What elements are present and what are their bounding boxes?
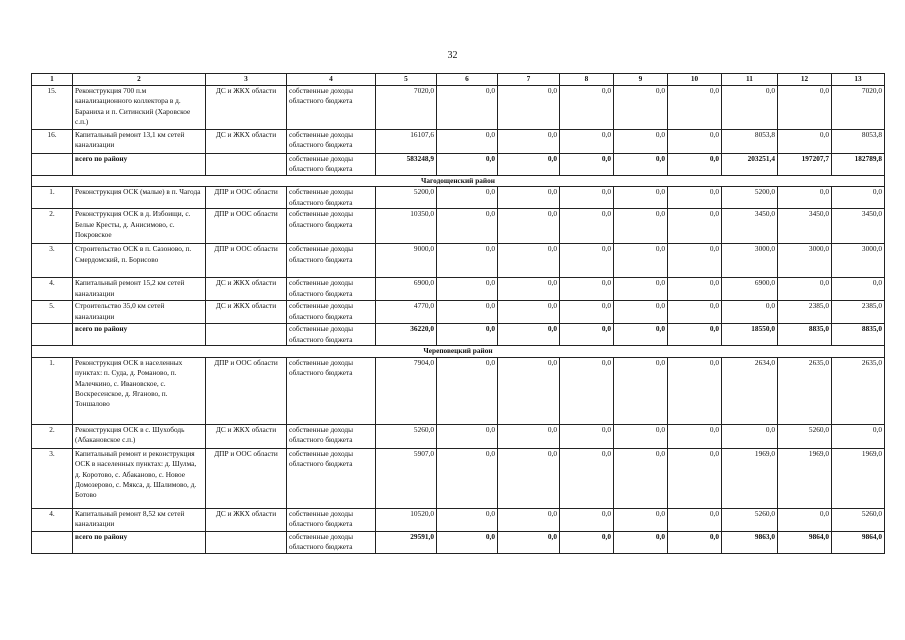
amount-cell: 0,0 [668,86,722,130]
amount-cell: 0,0 [498,508,560,531]
column-number: 13 [832,74,885,86]
project-name: Строительство 35,0 км сетей канализации [73,301,206,324]
table-row [32,448,885,508]
amount-cell: 0,0 [498,244,560,278]
amount-cell: 3450,0 [778,209,832,244]
funding-source: собственные доходы областного бюджета [287,209,376,244]
table-row [32,244,885,278]
amount-cell: 0,0 [668,244,722,278]
district-header-row [32,346,885,357]
amount-cell: 2385,0 [778,301,832,324]
amount-cell: 0,0 [498,301,560,324]
responsible-agency: ДС и ЖКХ области [206,130,287,154]
amount-cell: 5260,0 [722,508,778,531]
amount-cell: 0,0 [668,301,722,324]
project-name: Строительство ОСК в п. Сазоново, п. Смердомский, п. Борисово [73,244,206,278]
project-name: Капитальный ремонт 8,52 км сетей канализации [73,508,206,531]
amount-cell: 0,0 [668,424,722,448]
column-number: 12 [778,74,832,86]
amount-cell: 3000,0 [722,244,778,278]
amount-cell: 0,0 [437,209,498,244]
amount-cell: 2635,0 [778,357,832,424]
amount-cell: 0,0 [437,301,498,324]
funding-source: собственные доходы областного бюджета [287,448,376,508]
empty-cell [206,531,287,553]
amount-cell: 0,0 [722,86,778,130]
total-amount-cell: 0,0 [437,531,498,553]
column-number: 1 [32,74,73,86]
row-number: 2. [32,209,73,244]
table-row [32,301,885,324]
amount-cell: 0,0 [437,357,498,424]
amount-cell: 0,0 [560,448,614,508]
amount-cell: 3000,0 [832,244,885,278]
amount-cell: 4770,0 [376,301,437,324]
amount-cell: 5260,0 [376,424,437,448]
amount-cell: 0,0 [498,130,560,154]
funding-source: собственные доходы областного бюджета [287,531,376,553]
amount-cell: 0,0 [437,278,498,301]
table-body [32,74,885,554]
district-total-row [32,324,885,346]
amount-cell: 3000,0 [778,244,832,278]
amount-cell: 10350,0 [376,209,437,244]
total-amount-cell: 182789,8 [832,154,885,176]
amount-cell: 3450,0 [832,209,885,244]
district-name: Чагодощенский район [32,176,885,187]
amount-cell: 1969,0 [722,448,778,508]
funding-source: собственные доходы областного бюджета [287,301,376,324]
row-number: 15. [32,86,73,130]
amount-cell: 5260,0 [832,508,885,531]
total-amount-cell: 0,0 [498,154,560,176]
total-amount-cell: 197207,7 [778,154,832,176]
total-amount-cell: 0,0 [498,324,560,346]
responsible-agency: ДПР и ООС области [206,357,287,424]
total-amount-cell: 18550,0 [722,324,778,346]
district-name: Череповецкий район [32,346,885,357]
amount-cell: 0,0 [668,508,722,531]
row-number: 3. [32,244,73,278]
district-total-row [32,154,885,176]
project-name: Капитальный ремонт 13,1 км сетей канализации [73,130,206,154]
row-number: 5. [32,301,73,324]
row-number: 4. [32,278,73,301]
amount-cell: 0,0 [614,278,668,301]
amount-cell: 0,0 [560,424,614,448]
amount-cell: 0,0 [614,244,668,278]
responsible-agency: ДС и ЖКХ области [206,508,287,531]
amount-cell: 0,0 [668,130,722,154]
amount-cell: 0,0 [437,130,498,154]
responsible-agency: ДС и ЖКХ области [206,278,287,301]
amount-cell: 2385,0 [832,301,885,324]
total-amount-cell: 0,0 [614,154,668,176]
amount-cell: 0,0 [614,424,668,448]
funding-source: собственные доходы областного бюджета [287,324,376,346]
amount-cell: 8053,8 [832,130,885,154]
amount-cell: 5260,0 [778,424,832,448]
amount-cell: 0,0 [498,424,560,448]
amount-cell: 0,0 [498,187,560,209]
responsible-agency: ДПР и ООС области [206,448,287,508]
project-name: Реконструкция ОСК в с. Шухободь (Абакановское с.п.) [73,424,206,448]
amount-cell: 6900,0 [376,278,437,301]
amount-cell: 0,0 [560,209,614,244]
project-name: Реконструкция ОСК в д. Избоищи, с. Белые Кресты, д. Анисимово, с. Покровское [73,209,206,244]
amount-cell: 0,0 [437,424,498,448]
district-total-row [32,531,885,553]
total-amount-cell: 203251,4 [722,154,778,176]
amount-cell: 7020,0 [376,86,437,130]
responsible-agency: ДС и ЖКХ области [206,424,287,448]
project-name: Капитальный ремонт 15,2 км сетей канализации [73,278,206,301]
amount-cell: 0,0 [778,187,832,209]
amount-cell: 0,0 [668,278,722,301]
amount-cell: 3450,0 [722,209,778,244]
total-amount-cell: 583248,9 [376,154,437,176]
table-row [32,130,885,154]
total-amount-cell: 36220,0 [376,324,437,346]
total-amount-cell: 8835,0 [778,324,832,346]
amount-cell: 0,0 [560,301,614,324]
amount-cell: 7020,0 [832,86,885,130]
amount-cell: 0,0 [437,187,498,209]
responsible-agency: ДС и ЖКХ области [206,301,287,324]
amount-cell: 0,0 [668,448,722,508]
total-amount-cell: 9863,0 [722,531,778,553]
amount-cell: 0,0 [498,278,560,301]
empty-cell [206,154,287,176]
total-amount-cell: 0,0 [560,531,614,553]
total-amount-cell: 8835,0 [832,324,885,346]
funding-source: собственные доходы областного бюджета [287,508,376,531]
amount-cell: 0,0 [560,508,614,531]
responsible-agency: ДПР и ООС области [206,244,287,278]
amount-cell: 0,0 [778,86,832,130]
funding-source: собственные доходы областного бюджета [287,187,376,209]
amount-cell: 0,0 [560,86,614,130]
amount-cell: 0,0 [614,357,668,424]
amount-cell: 0,0 [832,278,885,301]
amount-cell: 0,0 [668,357,722,424]
project-name: Реконструкция ОСК в населенных пунктах: п. Суда, д. Романово, п. Малечкино, с. Ивановское, с. Воскресенское, д. Яганово, п. Тоншалово [73,357,206,424]
total-amount-cell: 0,0 [614,531,668,553]
project-name: Реконструкция ОСК (малые) в п. Чагода [73,187,206,209]
column-number: 9 [614,74,668,86]
funding-source: собственные доходы областного бюджета [287,154,376,176]
empty-cell [32,531,73,553]
responsible-agency: ДПР и ООС области [206,209,287,244]
table-row [32,278,885,301]
budget-table [31,73,885,554]
column-number: 3 [206,74,287,86]
column-number: 4 [287,74,376,86]
amount-cell: 0,0 [498,86,560,130]
total-label: всего по району [73,154,206,176]
total-amount-cell: 9864,0 [778,531,832,553]
amount-cell: 10520,0 [376,508,437,531]
amount-cell: 5907,0 [376,448,437,508]
amount-cell: 0,0 [778,508,832,531]
amount-cell: 0,0 [560,130,614,154]
row-number: 4. [32,508,73,531]
amount-cell: 0,0 [498,448,560,508]
total-amount-cell: 0,0 [498,531,560,553]
funding-source: собственные доходы областного бюджета [287,424,376,448]
amount-cell: 2635,0 [832,357,885,424]
funding-source: собственные доходы областного бюджета [287,86,376,130]
amount-cell: 0,0 [778,278,832,301]
column-number: 8 [560,74,614,86]
amount-cell: 7904,0 [376,357,437,424]
table-row [32,86,885,130]
amount-cell: 0,0 [498,357,560,424]
amount-cell: 0,0 [614,209,668,244]
column-number: 5 [376,74,437,86]
column-number: 10 [668,74,722,86]
amount-cell: 1969,0 [832,448,885,508]
total-amount-cell: 0,0 [614,324,668,346]
amount-cell: 0,0 [614,448,668,508]
total-amount-cell: 0,0 [668,154,722,176]
column-number-row [32,74,885,86]
funding-source: собственные доходы областного бюджета [287,278,376,301]
column-number: 7 [498,74,560,86]
amount-cell: 5200,0 [376,187,437,209]
funding-source: собственные доходы областного бюджета [287,357,376,424]
table-row [32,357,885,424]
amount-cell: 16107,6 [376,130,437,154]
total-amount-cell: 0,0 [560,324,614,346]
amount-cell: 0,0 [560,357,614,424]
total-amount-cell: 0,0 [560,154,614,176]
amount-cell: 0,0 [832,424,885,448]
amount-cell: 0,0 [614,187,668,209]
table-row [32,508,885,531]
total-label: всего по району [73,531,206,553]
amount-cell: 0,0 [614,301,668,324]
amount-cell: 9000,0 [376,244,437,278]
district-header-row [32,176,885,187]
amount-cell: 0,0 [560,244,614,278]
amount-cell: 0,0 [614,508,668,531]
amount-cell: 8053,8 [722,130,778,154]
page-number: 32 [447,50,458,61]
column-number: 6 [437,74,498,86]
responsible-agency: ДПР и ООС области [206,187,287,209]
total-amount-cell: 0,0 [668,324,722,346]
amount-cell: 0,0 [437,86,498,130]
total-label: всего по району [73,324,206,346]
row-number: 16. [32,130,73,154]
amount-cell: 0,0 [437,508,498,531]
total-amount-cell: 0,0 [668,531,722,553]
table-row [32,209,885,244]
amount-cell: 6900,0 [722,278,778,301]
amount-cell: 0,0 [614,86,668,130]
funding-source: собственные доходы областного бюджета [287,130,376,154]
amount-cell: 0,0 [560,278,614,301]
amount-cell: 0,0 [498,209,560,244]
total-amount-cell: 29591,0 [376,531,437,553]
project-name: Реконструкция 700 п.м канализационного коллектора в д. Бараниха и п. Ситинский (Харовское с.п.) [73,86,206,130]
empty-cell [32,324,73,346]
project-name: Капитальный ремонт и реконструкция ОСК в населенных пунктах: д. Шулма, д. Коротово, с. Абаканово, с. Новое Домозерово, с. Мякса, д. Шалимово, д. Ботово [73,448,206,508]
row-number: 1. [32,187,73,209]
amount-cell: 0,0 [668,187,722,209]
responsible-agency: ДС и ЖКХ области [206,86,287,130]
amount-cell: 5200,0 [722,187,778,209]
amount-cell: 0,0 [722,424,778,448]
total-amount-cell: 0,0 [437,324,498,346]
amount-cell: 0,0 [614,130,668,154]
amount-cell: 0,0 [668,209,722,244]
empty-cell [206,324,287,346]
table-row [32,424,885,448]
table-row [32,187,885,209]
funding-source: собственные доходы областного бюджета [287,244,376,278]
amount-cell: 1969,0 [778,448,832,508]
total-amount-cell: 0,0 [437,154,498,176]
amount-cell: 0,0 [437,448,498,508]
total-amount-cell: 9864,0 [832,531,885,553]
empty-cell [32,154,73,176]
column-number: 2 [73,74,206,86]
row-number: 3. [32,448,73,508]
amount-cell: 0,0 [722,301,778,324]
amount-cell: 0,0 [437,244,498,278]
amount-cell: 0,0 [832,187,885,209]
row-number: 1. [32,357,73,424]
amount-cell: 0,0 [560,187,614,209]
amount-cell: 2634,0 [722,357,778,424]
row-number: 2. [32,424,73,448]
amount-cell: 0,0 [778,130,832,154]
column-number: 11 [722,74,778,86]
